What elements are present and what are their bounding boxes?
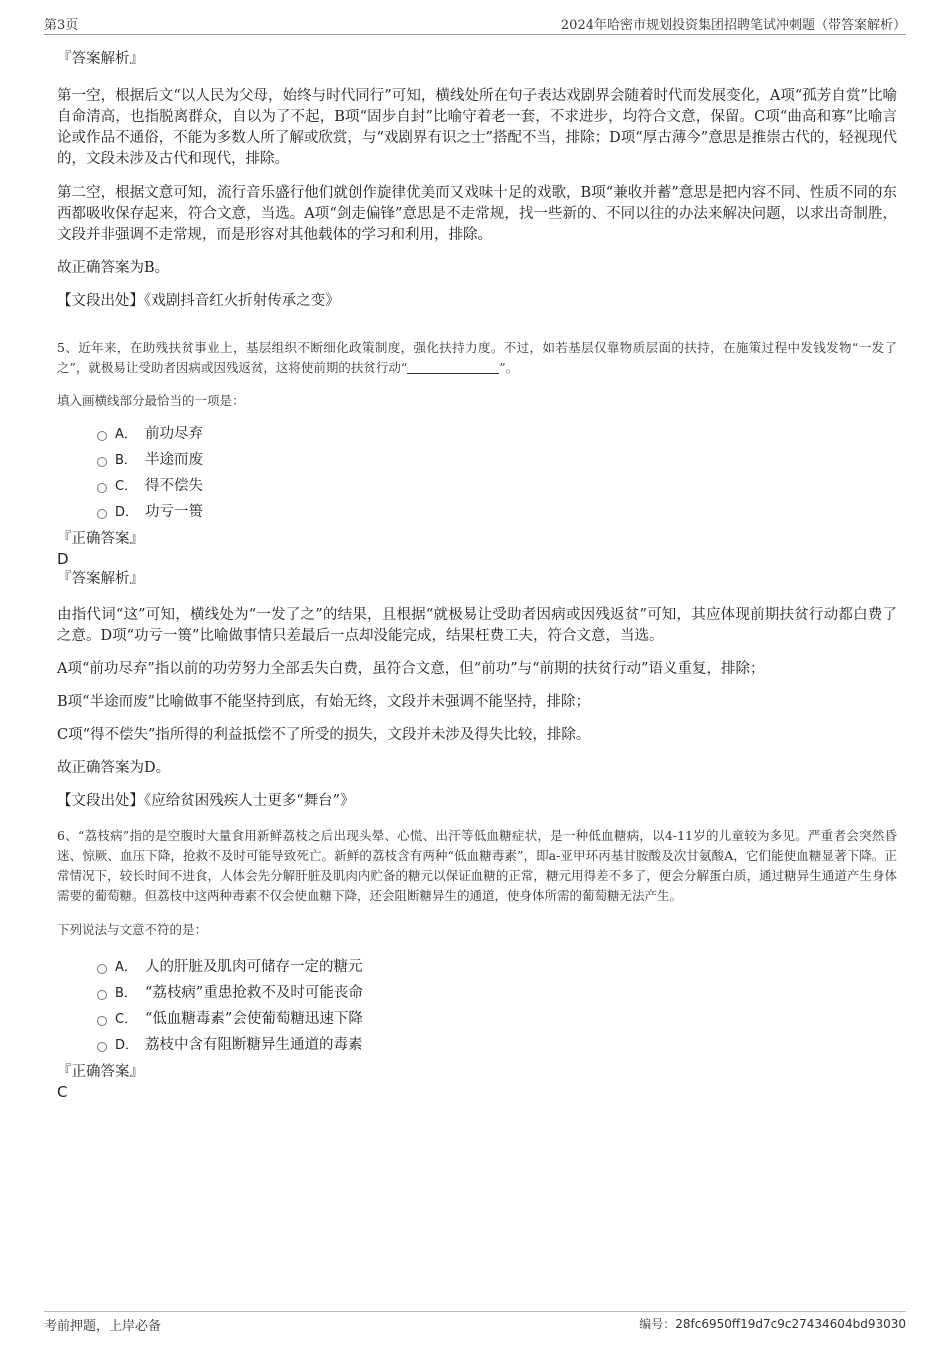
analysis-paragraph: B项“半途而废”比喻做事不能坚持到底，有始无终，文段并未强调不能坚持，排除； — [57, 694, 590, 710]
radio-button[interactable] — [97, 431, 107, 441]
page-content — [57, 44, 897, 1102]
question-stem: 5、近年来，在助残扶贫事业上，基层组织不断细化政策制度，强化扶持力度。不过，如若基层仅靠物质层面的扶持，在施策过程中发钱发物“一发了之”，就极易让受助者因病或因残返贫，这将使前期的扶贫行动“ ”。 — [57, 340, 897, 375]
analysis-paragraph: 第一空，根据后文“以人民为父母，始终与时代同行”可知，横线处所在句子表达戏剧界会随着时代而发展变化，A项“孤芳自赏”比喻自命清高，也指脱离群众，自以为了不起，B项“固步自封”比喻守着老一套，不求进步，均符合文意，保留。C项“曲高和寡”比喻言论或作品不通俗，不能为多数人所了解或欣赏，与“戏剧界有识之士”搭配不当，排除；D项“厚古薄今”意思是推崇古代的，轻视现代的，文段未涉及古代和现代，排除。 — [57, 88, 897, 167]
conclusion-text: 故正确答案为D。 — [57, 760, 171, 776]
radio-button[interactable] — [97, 457, 107, 467]
radio-button[interactable] — [97, 509, 107, 519]
question-prompt: 下列说法与文意不符的是： — [57, 922, 208, 937]
option-list — [57, 954, 897, 1058]
document-id: 编号：28fc6950ff19d7c9c27434604bd93030 — [639, 1317, 906, 1331]
option-d[interactable]: D． 功亏一篑 — [57, 499, 897, 525]
radio-button[interactable] — [97, 1042, 107, 1052]
source-citation: 【文段出处】《应给贫困残疾人士更多“舞台”》 — [57, 793, 355, 809]
question-5 — [57, 338, 897, 812]
page-header — [44, 14, 906, 35]
question-stem: 6、“荔枝病”指的是空腹时大量食用新鲜荔枝之后出现头晕、心慌、出汗等低血糖症状，是一种低血糖病，以4-11岁的儿童较为多见。严重者会突然昏迷、惊厥、血压下降，抢救不及时可能导致死亡。新鲜的荔枝含有两种“低血糖毒素”，即a-亚甲环丙基甘胺酸及次甘氨酸A，它们能使血糖显著下降。正常情况下，较长时间不进食，人体会先分解肝脏及肌肉内贮备的糖元以保证血糖的正常，糖元用得差不多了，便会分解蛋白质，通过糖异生通道产生身体需要的葡萄糖。但荔枝中这两种毒素不仅会使血糖下降，还会阻断糖异生的通道，使身体所需的葡萄糖无法产生。 — [57, 828, 897, 903]
answer-tag: 『正确答案』 — [57, 1064, 144, 1080]
option-a[interactable]: A． 前功尽弃 — [57, 421, 897, 447]
footer-slogan: 考前押题，上岸必备 — [44, 1319, 162, 1334]
option-d[interactable]: D． 荔枝中含有阻断糖异生通道的毒素 — [57, 1032, 897, 1058]
radio-button[interactable] — [97, 1016, 107, 1026]
option-b[interactable]: B． “荔枝病”重患抢救不及时可能丧命 — [57, 980, 897, 1006]
radio-button[interactable] — [97, 990, 107, 1000]
analysis-paragraph: 由指代词“这”可知，横线处为“一发了之”的结果，且根据“就极易让受助者因病或因残返贫”可知，其应体现前期扶贫行动都白费了之意。D项“功亏一篑”比喻做事情只差最后一点却没能完成，结果枉费工夫，符合文意，当选。 — [57, 607, 897, 644]
document-title: 2024年哈密市规划投资集团招聘笔试冲刺题（带答案解析） — [560, 18, 906, 33]
analysis-paragraph: C项“得不偿失”指所得的利益抵偿不了所受的损失，文段并未涉及得失比较，排除。 — [57, 727, 591, 743]
question-prompt: 填入画横线部分最恰当的一项是： — [57, 393, 245, 408]
question-6 — [57, 826, 897, 1102]
analysis-paragraph: A项“前功尽弃”指以前的功劳努力全部丢失白费，虽符合文意，但“前功”与“前期的扶贫行动”语义重复，排除； — [57, 661, 765, 677]
analysis-tag: 『答案解析』 — [57, 571, 144, 587]
option-c[interactable]: C． 得不偿失 — [57, 473, 897, 499]
analysis-tag: 『答案解析』 — [57, 51, 144, 67]
correct-answer: D — [57, 550, 69, 568]
fill-blank — [407, 359, 499, 374]
radio-button[interactable] — [97, 483, 107, 493]
radio-button[interactable] — [97, 964, 107, 974]
page-number: 第3页 — [44, 18, 79, 33]
page-footer — [44, 1311, 906, 1334]
answer-tag: 『正确答案』 — [57, 531, 144, 547]
correct-answer: C — [57, 1083, 68, 1101]
option-a[interactable]: A． 人的肝脏及肌肉可储存一定的糖元 — [57, 954, 897, 980]
option-b[interactable]: B． 半途而废 — [57, 447, 897, 473]
conclusion-text: 故正确答案为B。 — [57, 260, 170, 276]
source-citation: 【文段出处】《戏剧抖音红火折射传承之变》 — [57, 293, 340, 309]
analysis-paragraph: 第二空，根据文意可知，流行音乐盛行他们就创作旋律优美而又戏味十足的戏歌，B项“兼收并蓄”意思是把内容不同、性质不同的东西都吸收保存起来，符合文意，当选。A项“剑走偏锋”意思是不走常规，找一些新的、不同以往的办法来解决问题，以求出奇制胜，文段并非强调不走常规，而是形容对其他载体的学习和利用，排除。 — [57, 185, 897, 243]
option-c[interactable]: C． “低血糖毒素”会使葡萄糖迅速下降 — [57, 1006, 897, 1032]
option-list — [57, 421, 897, 525]
